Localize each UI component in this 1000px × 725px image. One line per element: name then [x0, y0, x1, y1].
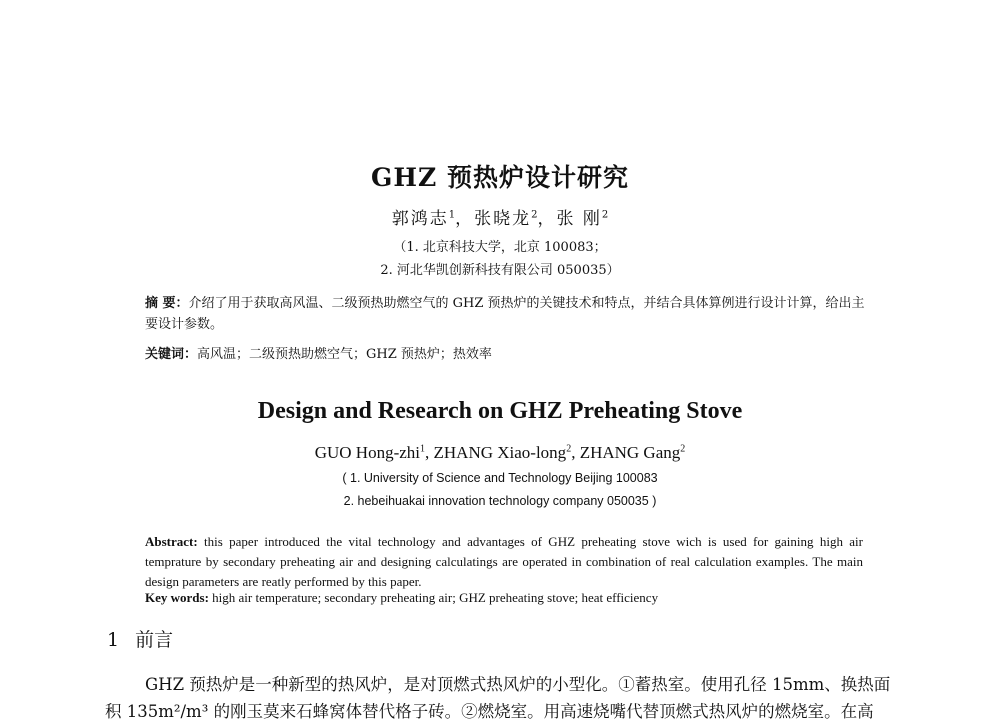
english-keywords-text: high air temperature; secondary preheating air; GHZ preheating stove; heat efficiency: [208, 590, 659, 605]
author-separator: ，: [537, 209, 557, 229]
chinese-keywords-text: 高风温；二级预热助燃空气；GHZ 预热炉；热效率: [197, 347, 492, 362]
english-keywords: [145, 590, 658, 606]
chinese-abstract-text: 介绍了用于获取高风温、二级预热助燃空气的 GHZ 预热炉的关键技术和特点，并结合具体算例进行设计计算，给出主要设计参数。: [145, 296, 865, 332]
author-affiliation-mark: 1: [420, 443, 426, 455]
chinese-affiliation-2: 2. 河北华凯创新科技有限公司 050035）: [380, 263, 620, 278]
author-name: ZHANG Xiao-long: [433, 443, 567, 462]
author-separator: ，: [455, 209, 475, 229]
author-affiliation-mark: 2: [566, 443, 572, 455]
english-title: Design and Research on GHZ Preheating Stove: [257, 398, 743, 424]
chinese-abstract-label: 摘 要：: [145, 296, 189, 311]
chinese-keywords-label: 关键词：: [145, 347, 198, 362]
author-name: ZHANG Gang: [579, 443, 681, 462]
author-name: 郭鸿志: [391, 209, 449, 229]
chinese-keywords: [145, 343, 492, 362]
english-authors: [0, 443, 1000, 463]
body-paragraph: GHZ 预热炉是一种新型的热风炉，是对顶燃式热风炉的小型化。①蓄热室。使用孔径 15mm、换热面积 135m²/m³ 的刚玉莫来石蜂窝体替代格子砖。②燃烧室。用高速烧嘴代替顶燃式热风炉的燃烧室。在高: [105, 675, 891, 721]
chinese-authors: [0, 204, 1000, 229]
english-affiliation-2: 2. hebeihuakai innovation technology company 050035 ): [343, 494, 657, 508]
section-number: 1: [107, 629, 120, 651]
author-affiliation-mark: 2: [531, 209, 538, 221]
author-affiliation-mark: 1: [448, 209, 456, 221]
section-title: 前言: [135, 629, 174, 651]
author-name: GUO Hong-zhi: [314, 443, 421, 462]
author-separator: ,: [571, 443, 580, 462]
english-abstract-label: Abstract:: [145, 534, 198, 549]
english-keywords-label: Key words:: [145, 590, 209, 605]
english-abstract: [145, 532, 863, 592]
author-affiliation-mark: 2: [680, 443, 686, 455]
author-separator: ,: [425, 443, 434, 462]
chinese-abstract: [145, 293, 870, 335]
author-name: 张晓龙: [474, 209, 532, 229]
chinese-title: GHZ 预热炉设计研究: [371, 163, 629, 192]
author-affiliation-mark: 2: [601, 209, 609, 221]
section-heading: [107, 625, 173, 652]
english-abstract-text: this paper introduced the vital technology and advantages of GHZ preheating stove wich is used for gaining high air temprature by secondary preheating air and designing calculatings are operated in combination of real calculation examples. The main design parameters are reatly performed by this paper.: [145, 534, 863, 589]
english-affiliation-1: ( 1. University of Science and Technology Beijing 100083: [342, 471, 658, 485]
author-name: 张 刚: [556, 209, 602, 229]
chinese-affiliation-1: （1. 北京科技大学，北京 100083；: [393, 240, 607, 255]
